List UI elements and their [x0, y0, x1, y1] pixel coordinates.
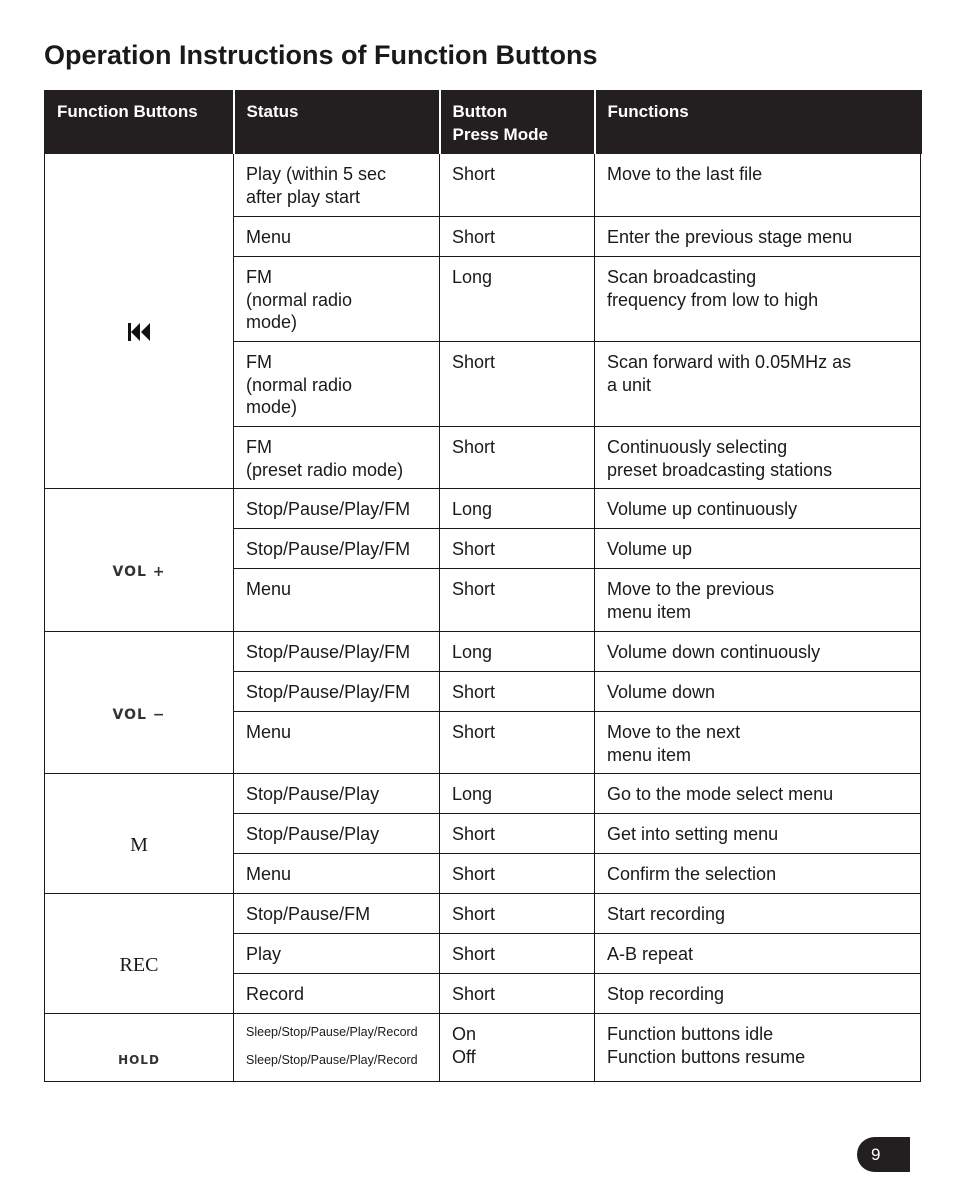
- mode-cell: Short: [440, 814, 595, 854]
- function-cell: Scan broadcasting frequency from low to high: [595, 257, 921, 342]
- mode-cell: Short: [440, 342, 595, 427]
- function-cell: Get into setting menu: [595, 814, 921, 854]
- button-cell-vol-down: [45, 632, 234, 774]
- table-row: [45, 154, 921, 217]
- mode-cell: Short: [440, 854, 595, 894]
- status-cell: Stop/Pause/Play/FM: [234, 672, 440, 712]
- page-number: 9: [857, 1137, 910, 1172]
- function-cell: Start recording: [595, 894, 921, 934]
- mode-cell: Long: [440, 489, 595, 529]
- mode-cell: Long: [440, 257, 595, 342]
- mode-cell: On Off: [440, 1014, 595, 1082]
- function-cell: Move to the previous menu item: [595, 569, 921, 632]
- function-cell: Move to the next menu item: [595, 712, 921, 774]
- page-title: Operation Instructions of Function Buttons: [44, 40, 598, 70]
- header-functions: Functions: [595, 91, 921, 154]
- table-row: [45, 489, 921, 529]
- function-cell: Volume down: [595, 672, 921, 712]
- mode-cell: Short: [440, 974, 595, 1014]
- function-buttons-table: [44, 90, 922, 1082]
- status-cell: FM (normal radio mode): [234, 342, 440, 427]
- function-cell: Function buttons idle Function buttons resume: [595, 1014, 921, 1082]
- status-cell: Stop/Pause/Play: [234, 814, 440, 854]
- function-cell: Move to the last file: [595, 154, 921, 217]
- status-cell: Play: [234, 934, 440, 974]
- table-header-row: [45, 91, 921, 154]
- button-cell-hold: [45, 1014, 234, 1082]
- function-cell: Continuously selecting preset broadcasting stations: [595, 427, 921, 489]
- status-cell: Menu: [234, 712, 440, 774]
- function-cell: Stop recording: [595, 974, 921, 1014]
- status-cell: Sleep/Stop/Pause/Play/Record Sleep/Stop/Pause/Play/Record: [234, 1014, 440, 1082]
- table-row: [45, 1014, 921, 1082]
- button-cell-prev: [45, 154, 234, 489]
- function-cell: A-B repeat: [595, 934, 921, 974]
- mode-cell: Short: [440, 529, 595, 569]
- function-cell: Go to the mode select menu: [595, 774, 921, 814]
- status-cell: Menu: [234, 569, 440, 632]
- table-row: [45, 774, 921, 814]
- status-cell: Play (within 5 sec after play start: [234, 154, 440, 217]
- mode-cell: Short: [440, 672, 595, 712]
- function-cell: Confirm the selection: [595, 854, 921, 894]
- skip-previous-icon: [127, 300, 151, 365]
- status-cell: FM (normal radio mode): [234, 257, 440, 342]
- status-cell: Stop/Pause/Play/FM: [234, 529, 440, 569]
- mode-cell: Short: [440, 894, 595, 934]
- function-cell: Scan forward with 0.05MHz as a unit: [595, 342, 921, 427]
- status-cell: Record: [234, 974, 440, 1014]
- function-cell: Volume down continuously: [595, 632, 921, 672]
- table-row: [45, 632, 921, 672]
- table-row: [45, 894, 921, 934]
- hold-switch-label: HOLD: [118, 1052, 160, 1067]
- status-cell: Stop/Pause/FM: [234, 894, 440, 934]
- status-cell: Stop/Pause/Play/FM: [234, 489, 440, 529]
- function-cell: Enter the previous stage menu: [595, 217, 921, 257]
- function-cell: Volume up continuously: [595, 489, 921, 529]
- mode-cell: Short: [440, 217, 595, 257]
- status-cell: FM (preset radio mode): [234, 427, 440, 489]
- mode-cell: Long: [440, 774, 595, 814]
- status-cell: Stop/Pause/Play/FM: [234, 632, 440, 672]
- rec-button-label: REC: [119, 953, 159, 976]
- header-press-mode: Button Press Mode: [440, 91, 595, 154]
- function-cell: Volume up: [595, 529, 921, 569]
- status-cell: Stop/Pause/Play: [234, 774, 440, 814]
- mode-cell: Short: [440, 427, 595, 489]
- mode-cell: Short: [440, 154, 595, 217]
- m-button-label: M: [130, 833, 148, 856]
- mode-cell: Long: [440, 632, 595, 672]
- mode-cell: Short: [440, 569, 595, 632]
- button-cell-vol-up: [45, 489, 234, 632]
- vol-down-label: VOL −: [112, 706, 166, 723]
- button-cell-m: [45, 774, 234, 894]
- mode-cell: Short: [440, 712, 595, 774]
- header-status: Status: [234, 91, 440, 154]
- status-cell: Menu: [234, 854, 440, 894]
- header-function-buttons: Function Buttons: [45, 91, 234, 154]
- status-cell: Menu: [234, 217, 440, 257]
- button-cell-rec: [45, 894, 234, 1014]
- vol-up-label: VOL +: [112, 564, 166, 580]
- mode-cell: Short: [440, 934, 595, 974]
